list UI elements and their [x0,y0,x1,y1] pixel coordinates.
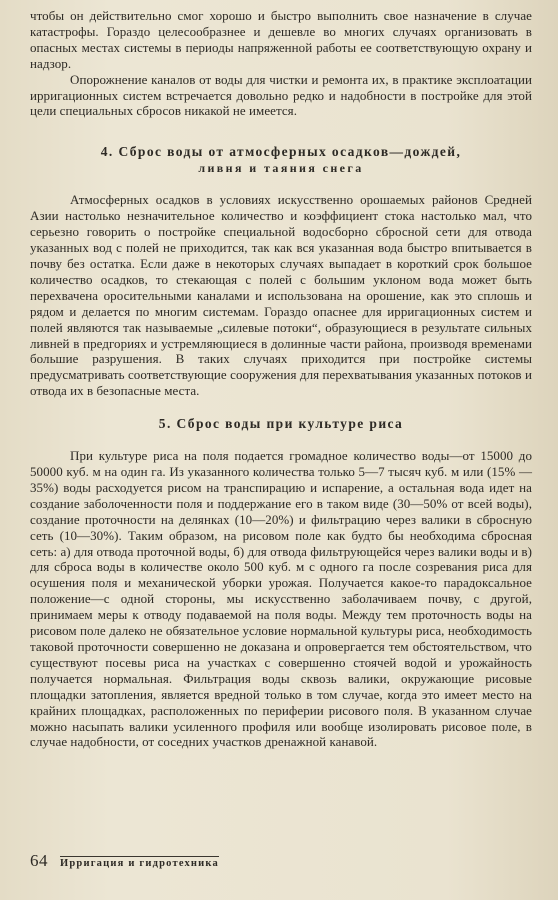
section-4-heading [30,144,532,176]
section-4-heading-line1: 4. Сброс воды от атмосферных осадков—дождей, [100,144,462,160]
section-4-heading-line2: ливня и таяния снега [198,161,364,176]
page-footer [30,851,219,871]
running-head: Ирригация и гидротехника [60,858,219,869]
section-4-text: Атмосферных осадков в условиях искусственно орошаемых районов Средней Азии настолько незначительное количество и коэффициент стока настолько мал, что серьезно говорить о постройке специальной водосборно сбросной сети для отвода указанных вод с полей не приходится, так как вся указанная вода быстро впитывается в почву без остатка. Если даже в некоторых случаях выпадает в короткий срок большое количество осадков, то стекающая с полей с большим уклоном вода может быть перехвачена оросительными каналами и использована на орошение, как это сплошь и рядом и делается по многим системам. Гораздо опаснее для ирригационных систем и полей являются так называемые „силевые потоки“, образующиеся в результате сильных ливней в предгориях и устремляющиеся в долинные части района, производя временами большие разрушения. В таких случаях приходится при постройке системы предусматривать соответствующие сооружения для перехватывания указанных потоков и отвода их в безопасные места. [30,192,532,399]
drainage-paragraph: Опорожнение каналов от воды для чистки и ремонта их, в практике эксплоатации ирригационных систем встречается довольно редко и надобности в постройке для этой цели специальных сбросов никакой не имеется. [30,71,532,119]
section-5-text: При культуре риса на поля подается громадное количество воды—от 15000 до 50000 куб. м на один га. Из указанного количества только 5—7 тысяч куб. м или (15% —35%) воды расходуется рисом на транспирацию и испарение, а остальная вода идет на создание заболоченности поля и поддержание его в таком виде (30—50% от всей воды), создание проточности на делянках (10—20%) и фильтрацию через валики в сбросную сеть (10—30%). Таким образом, на рисовом поле как будто бы необходима сбросная сеть: а) для отвода проточной воды, б) для отвода фильтрующейся через валики воды и в) для сброса воды в количестве около 500 куб. м с одного га после созревания риса для осушения поля и механической уборки урожая. Получается какое-то парадоксальное положение—с одной стороны, мы искусственно заболачиваем почву, с другой, принимаем меры к отводу подаваемой на поля воды. Между тем проточность воды на рисовом поле далеко не обязательное условие нормальной культуры риса, необходимость таковой проточности совершенно не доказана и опровергается тем обстоятельством, что существуют посевы риса на участках с совершенно стоячей водой и урожайность получается нормальная. Фильтрация воды сквозь валики, окружающие рисовые площадки затопления, является вредной только в том случае, когда это имеет место на крайних площадках, расположенных по периферии рисового поля. В указанном случае можно насыпать валики усиленного профиля или вообще изолировать рисовое поле, в случае надобности, от соседних участков дренажной канавой. [30,448,532,750]
page-number: 64 [30,851,48,870]
intro-paragraph-end: чтобы он действительно смог хорошо и быстро выполнить свое назначение в случае катастрофы. Гораздо целесообразнее и дешевле во многих случаях организовать в опасных местах системы в периоды напряженной работы ее соответствующую охрану и надзор. [30,8,532,71]
section-5-heading: 5. Сброс воды при культуре риса [158,416,404,432]
